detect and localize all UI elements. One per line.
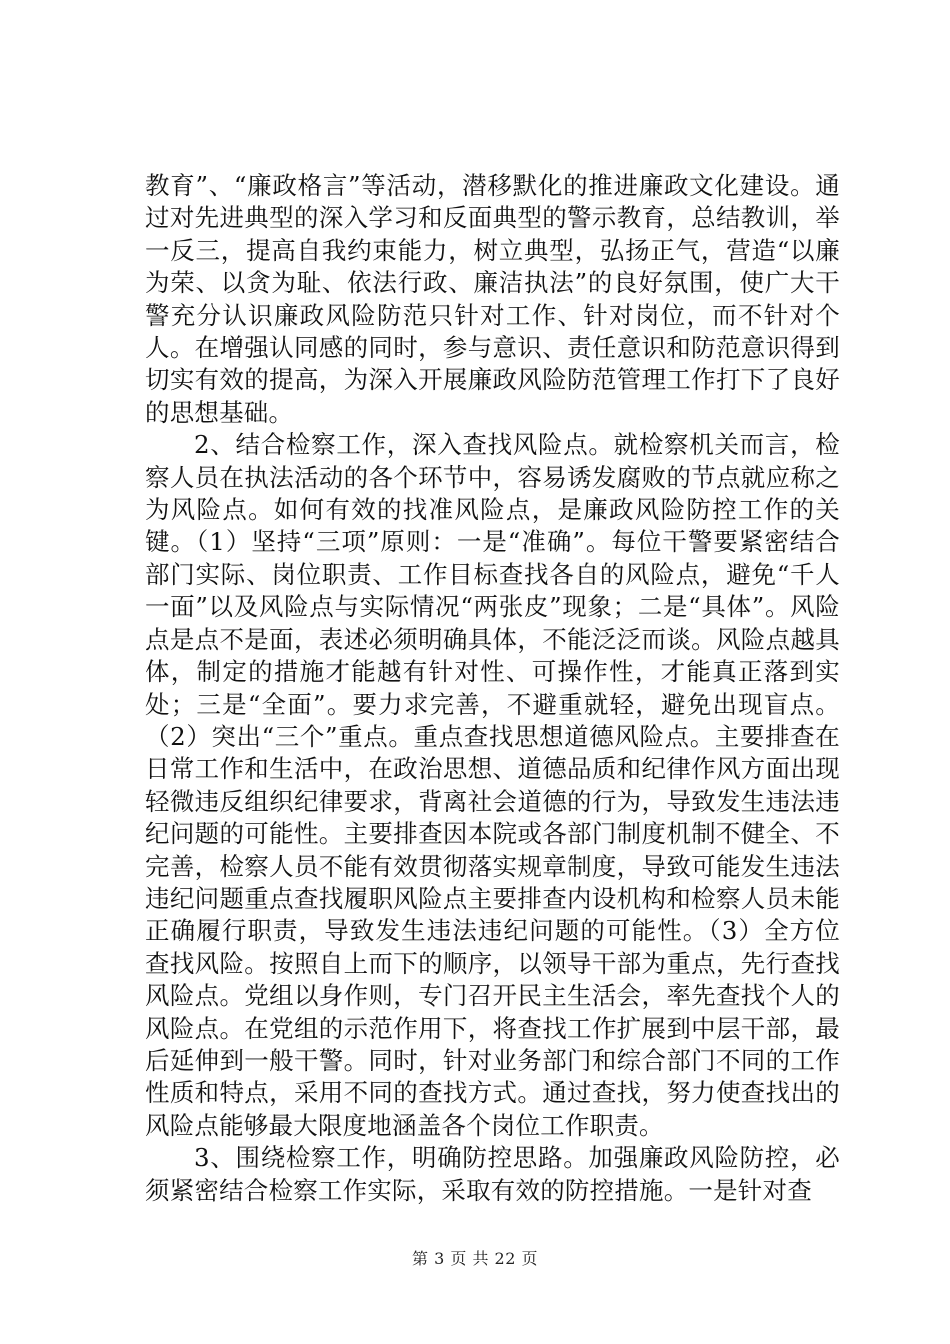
document-body bbox=[145, 170, 840, 1207]
paragraph-item-3: 3、围绕检察工作，明确防控思路。加强廉政风险防控，必须紧密结合检察工作实际，采取有效的防控措施。一是针对查 bbox=[145, 1143, 840, 1205]
paragraph-item-2: 2、结合检察工作，深入查找风险点。就检察机关而言，检察人员在执法活动的各个环节中，容易诱发腐败的节点就应称之为风险点。如何有效的找准风险点，是廉政风险防控工作的关键。（1）坚持“三项”原则：一是“准确”。每位干警要紧密结合部门实际、岗位职责、工作目标查找各自的风险点，避免“千人一面”以及风险点与实际情况“两张皮”现象；二是“具体”。风险点是点不是面，表述必须明确具体，不能泛泛而谈。风险点越具体，制定的措施才能越有针对性、可操作性，才能真正落到实处；三是“全面”。要力求完善，不避重就轻，避免出现盲点。（2）突出“三个”重点。重点查找思想道德风险点。主要排查在日常工作和生活中，在政治思想、道德品质和纪律作风方面出现轻微违反组织纪律要求，背离社会道德的行为，导致发生违法违纪问题的可能性。主要排查因本院或各部门制度机制不健全、不完善，检察人员不能有效贯彻落实规章制度，导致可能发生违法违纪问题重点查找履职风险点主要排查内设机构和检察人员未能正确履行职责，导致发生违法违纪问题的可能性。（3）全方位查找风险。按照自上而下的顺序，以领导干部为重点，先行查找风险点。党组以身作则，专门召开民主生活会，率先查找个人的风险点。在党组的示范作用下，将查找工作扩展到中层干部，最后延伸到一般干警。同时，针对业务部门和综合部门不同的工作性质和特点，采用不同的查找方式。通过查找，努力使查找出的风险点能够最大限度地涵盖各个岗位工作职责。 bbox=[145, 430, 840, 1140]
paragraph-continuation: 教育”、“廉政格言”等活动，潜移默化的推进廉政文化建设。通过对先进典型的深入学习和反面典型的警示教育，总结教训，举一反三，提高自我约束能力，树立典型，弘扬正气，营造“以廉为荣、以贪为耻、依法行政、廉洁执法”的良好氛围，使广大干警充分认识廉政风险防范只针对工作、针对岗位，而不针对个人。在增强认同感的同时，参与意识、责任意识和防范意识得到切实有效的提高，为深入开展廉政风险防范管理工作打下了良好的思想基础。 bbox=[145, 171, 840, 427]
page-number-footer: 第 3 页 共 22 页 bbox=[412, 1249, 538, 1268]
